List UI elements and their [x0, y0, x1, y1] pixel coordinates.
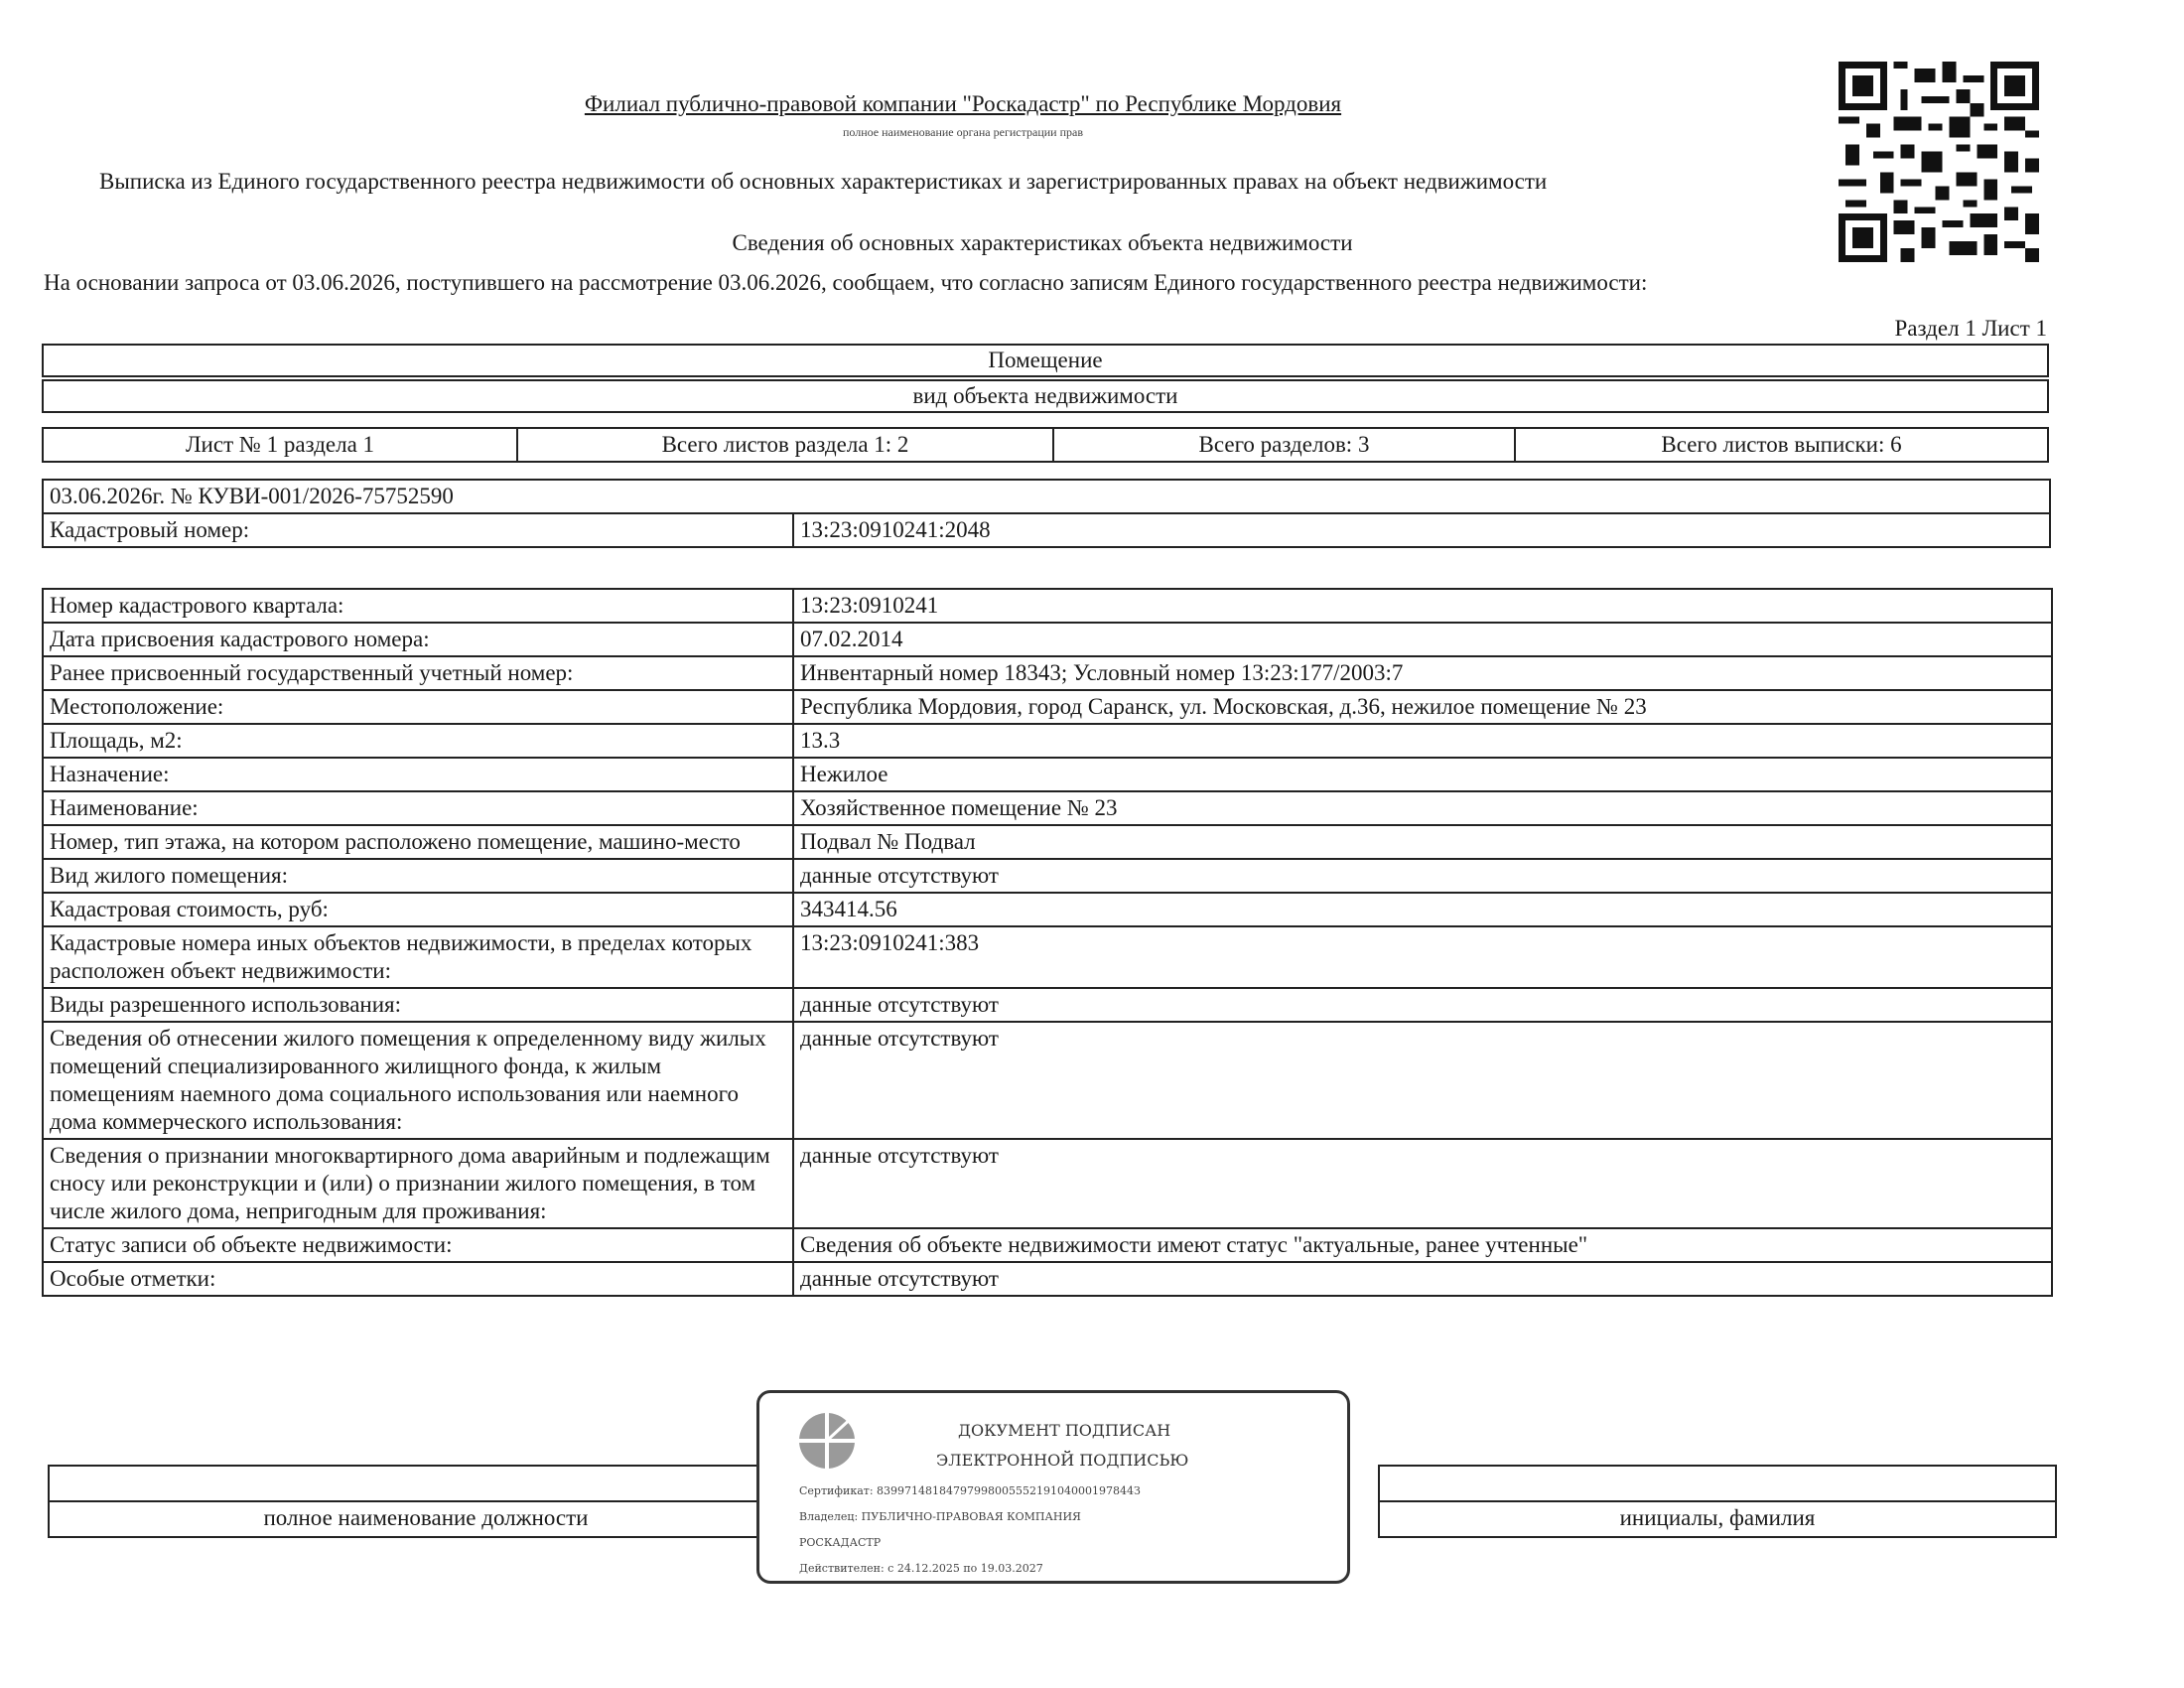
name-caption: инициалы, фамилия — [1379, 1501, 2056, 1537]
table-row — [43, 893, 2052, 926]
name-field — [1379, 1466, 2056, 1501]
cadastral-number-label: Кадастровый номер: — [43, 513, 793, 547]
total-extract-sheets: Всего листов выписки: 6 — [1661, 432, 1902, 457]
row-label: Номер кадастрового квартала: — [43, 589, 793, 623]
row-label: Наименование: — [43, 791, 793, 825]
row-label: Назначение: — [43, 758, 793, 791]
row-value: 07.02.2014 — [793, 623, 2052, 656]
row-value: Республика Мордовия, город Саранск, ул. Московская, д.36, нежилое помещение № 23 — [793, 690, 2052, 724]
row-label: Номер, тип этажа, на котором расположено помещение, машино-место — [43, 825, 793, 859]
roskadastr-logo-icon — [795, 1409, 859, 1473]
row-value: Сведения об объекте недвижимости имеют статус "актуальные, ранее учтенные" — [793, 1228, 2052, 1262]
row-value: данные отсутствуют — [793, 1139, 2052, 1228]
position-caption: полное наименование должности — [49, 1501, 803, 1537]
stamp-line-2: ЭЛЕКТРОННОЙ ПОДПИСЬЮ — [936, 1451, 1189, 1470]
row-value: 343414.56 — [793, 893, 2052, 926]
row-label: Виды разрешенного использования: — [43, 988, 793, 1022]
stamp-validity: Действителен: с 24.12.2025 по 19.03.2027 — [799, 1562, 1043, 1575]
row-label: Статус записи об объекте недвижимости: — [43, 1228, 793, 1262]
table-row — [43, 988, 2052, 1022]
table-row — [43, 690, 2052, 724]
row-label: Местоположение: — [43, 690, 793, 724]
table-row — [43, 1022, 2052, 1139]
row-value: 13:23:0910241:383 — [793, 926, 2052, 988]
total-section-sheets: Всего листов раздела 1: 2 — [518, 429, 1054, 461]
row-value: 13:23:0910241 — [793, 589, 2052, 623]
qr-code-icon — [1839, 62, 2039, 262]
row-value: 13.3 — [793, 724, 2052, 758]
table-row — [43, 589, 2052, 623]
extract-title: Выписка из Единого государственного реестра недвижимости об основных характеристиках и зарегистрированных правах на объект недвижимости — [99, 169, 1548, 194]
table-row — [43, 758, 2052, 791]
row-label: Вид жилого помещения: — [43, 859, 793, 893]
row-label: Сведения об отнесении жилого помещения к определенному виду жилых помещений специализированного жилищного фонда, к жилым помещениям наемного дома социального использования или наемного дома коммерческого использования: — [43, 1022, 793, 1139]
row-label: Ранее присвоенный государственный учетный номер: — [43, 656, 793, 690]
document-header-table — [42, 479, 2051, 548]
table-row — [43, 656, 2052, 690]
total-sections: Всего разделов: 3 — [1054, 429, 1516, 461]
request-text: На основании запроса от 03.06.2026, поступившего на рассмотрение 03.06.2026, сообщаем, что согласно записям Единого государственного реестра недвижимости: — [44, 270, 1648, 295]
position-field — [49, 1466, 803, 1501]
row-value: данные отсутствуют — [793, 988, 2052, 1022]
table-row — [43, 1139, 2052, 1228]
characteristics-table — [42, 588, 2053, 1297]
stamp-owner-2: РОСКАДАСТР — [799, 1536, 882, 1549]
table-row — [43, 623, 2052, 656]
row-label: Дата присвоения кадастрового номера: — [43, 623, 793, 656]
table-row — [43, 724, 2052, 758]
row-value: Инвентарный номер 18343; Условный номер 13:23:177/2003:7 — [793, 656, 2052, 690]
section-title: Сведения об основных характеристиках объекта недвижимости — [732, 230, 1353, 255]
organization-caption: полное наименование органа регистрации прав — [842, 125, 1084, 139]
sheets-summary — [42, 427, 2049, 463]
row-label: Кадастровая стоимость, руб: — [43, 893, 793, 926]
row-value: Нежилое — [793, 758, 2052, 791]
row-value: Хозяйственное помещение № 23 — [793, 791, 2052, 825]
row-value: данные отсутствуют — [793, 859, 2052, 893]
row-label: Кадастровые номера иных объектов недвижимости, в пределах которых расположен объект недвижимости: — [43, 926, 793, 988]
table-row — [43, 1228, 2052, 1262]
stamp-owner: Владелец: ПУБЛИЧНО-ПРАВОВАЯ КОМПАНИЯ — [799, 1510, 1081, 1523]
sheet-number: Лист № 1 раздела 1 — [44, 429, 518, 461]
section-sheet-label: Раздел 1 Лист 1 — [1894, 316, 2047, 341]
row-value: данные отсутствуют — [793, 1022, 2052, 1139]
row-value: Подвал № Подвал — [793, 825, 2052, 859]
row-label: Площадь, м2: — [43, 724, 793, 758]
table-row — [43, 859, 2052, 893]
object-type: Помещение — [42, 344, 2049, 377]
document-number: 03.06.2026г. № КУВИ-001/2026-75752590 — [43, 480, 2050, 513]
object-type-caption: вид объекта недвижимости — [42, 379, 2049, 413]
stamp-certificate: Сертификат: 8399714818479799800555219104000197844З — [799, 1484, 1141, 1497]
row-label: Сведения о признании многоквартирного дома аварийным и подлежащим сносу или реконструкции и (или) о признании жилого помещения, в том числе жилого дома, непригодным для проживания: — [43, 1139, 793, 1228]
table-row — [43, 926, 2052, 988]
stamp-line-1: ДОКУМЕНТ ПОДПИСАН — [958, 1421, 1171, 1440]
cadastral-number-value: 13:23:0910241:2048 — [793, 513, 2050, 547]
table-row — [43, 791, 2052, 825]
row-label: Особые отметки: — [43, 1262, 793, 1296]
table-row — [43, 825, 2052, 859]
row-value: данные отсутствуют — [793, 1262, 2052, 1296]
organization-name: Филиал публично-правовой компании "Роскадастр" по Республике Мордовия — [584, 91, 1342, 116]
table-row — [43, 1262, 2052, 1296]
electronic-signature-stamp — [756, 1390, 1350, 1584]
